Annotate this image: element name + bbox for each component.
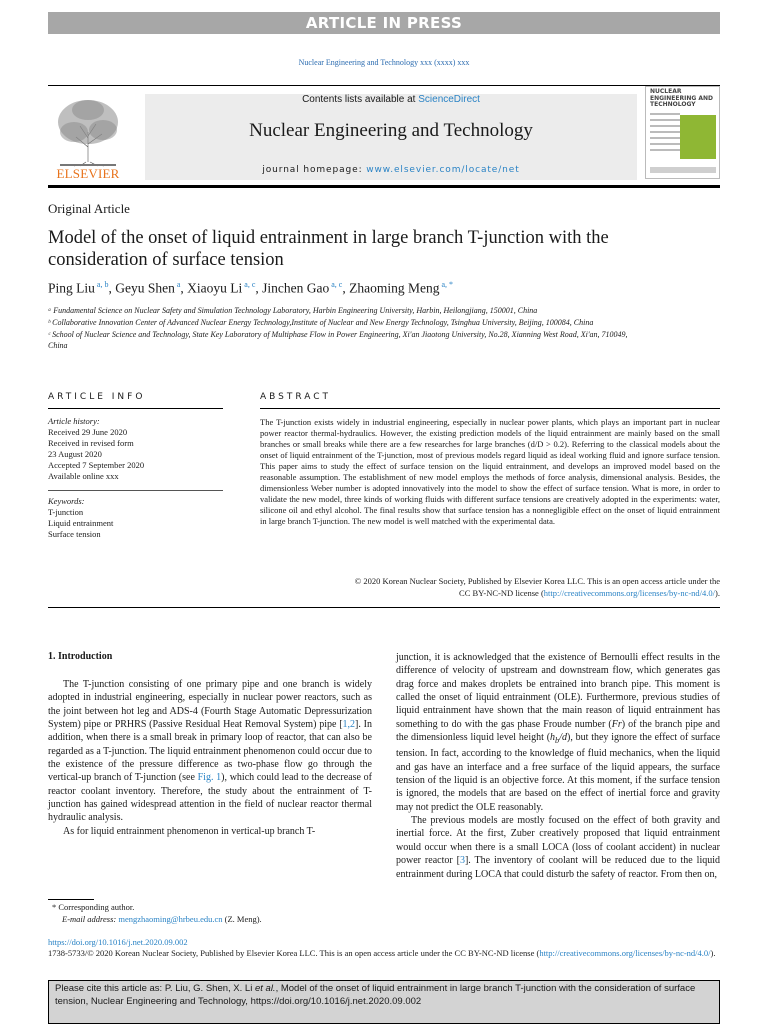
- abstract-heading: ABSTRACT: [260, 392, 332, 402]
- figure-link[interactable]: Fig. 1: [197, 772, 222, 784]
- text-span: ), but they ignore the effect of surface tension. In fact, according to the knowledge of fluid mechanics, when the liquid and gas have an interface and a free surface of the liquid appears, the surface tension of the liquid is an objective force. At this moment, if the surface tension is ignored, the models that are based on the effect of inertial force and gravity may not predict the OLE reasonably.: [396, 732, 721, 813]
- author-affiliation-marker[interactable]: a, c: [242, 280, 256, 289]
- copyright-license-line: [260, 588, 720, 600]
- issn-suffix: ).: [710, 948, 716, 958]
- height-subscript: b: [555, 736, 560, 746]
- keyword: T-junction: [48, 507, 84, 517]
- cover-title: NUCLEAR ENGINEERING AND TECHNOLOGY: [650, 88, 714, 108]
- citation-prefix: Please cite this article as: P. Liu, G. Shen, X. Li: [55, 983, 255, 994]
- email-link[interactable]: mengzhaoming@hrbeu.edu.cn: [118, 913, 223, 924]
- affiliations: [48, 305, 648, 352]
- footnote-label: Corresponding author.: [58, 902, 135, 912]
- text-span: The T-junction consisting of one primary pipe and one branch is widely adopted in industrial engineering, especially in nuclear power reactors, such as the joint between hot leg and ADS-4 (Fourth Stage Automatic Depressurization System) pipe or PRHRS (Passive Residual Heat Removal System) pipe [: [48, 679, 372, 731]
- author-name[interactable]: Geyu Shen: [115, 280, 175, 296]
- text-span: ) of the branch pipe and the dimensionless liquid level height (: [396, 718, 720, 744]
- citation-rest: , Model of the onset of liquid entrainment in large branch T-junction with the consideration of surface tension, Nuclear Engineering and Technology, https://doi.org/10.1016/j.net.2020.09.002: [55, 983, 696, 1007]
- paragraph: [396, 651, 720, 814]
- history-item: Received in revised form: [48, 438, 134, 448]
- text-span: ), which could lead to the decrease of reactor coolant inventory. Therefore, the study about the entrainment of T-junction has gained widespread attention in the field of nuclear reactor thermal hydraulic analysis.: [48, 772, 373, 824]
- cover-text-lines: [650, 113, 680, 155]
- issn-text: 1738-5733/© 2020 Korean Nuclear Society, Published by Elsevier Korea LLC. This is an open access article under the CC BY-NC-ND license (: [48, 948, 540, 958]
- keyword: Liquid entrainment: [48, 518, 114, 528]
- header-bottom-rule: [48, 185, 720, 188]
- contents-prefix: Contents lists available at: [302, 94, 419, 105]
- history-item: 23 August 2020: [48, 449, 102, 459]
- keyword: Surface tension: [48, 529, 101, 539]
- author-name[interactable]: Xiaoyu Li: [187, 280, 243, 296]
- history-item: Received 29 June 2020: [48, 427, 128, 437]
- introduction-heading: 1. Introduction: [48, 651, 113, 662]
- author-affiliation-marker[interactable]: a: [174, 280, 181, 289]
- author-affiliation-marker[interactable]: a, b: [94, 280, 109, 289]
- height-denominator: /d: [559, 732, 567, 744]
- paragraph: [396, 814, 720, 881]
- body-right-column: [396, 651, 720, 881]
- corresponding-author-note: [52, 902, 262, 914]
- license-link[interactable]: http://creativecommons.org/licenses/by-nc-nd/4.0/: [543, 587, 716, 598]
- paragraph: [48, 678, 372, 825]
- abstract-bottom-rule: [48, 607, 720, 608]
- height-h: h: [550, 732, 556, 744]
- email-suffix: (Z. Meng).: [222, 913, 262, 924]
- text-span: ]. The inventory of coolant will be reduced due to the liquid entrainment during LOCA that could disturb the safety of reactor. From then on,: [396, 855, 721, 880]
- history-label: Article history:: [48, 416, 100, 426]
- license-prefix: CC BY-NC-ND license (: [459, 587, 544, 598]
- article-title: Model of the onset of liquid entrainment in large branch T-junction with the consideration of surface tension: [48, 228, 609, 270]
- author-name[interactable]: Jinchen Gao: [262, 280, 330, 296]
- journal-cover-thumbnail[interactable]: [645, 86, 720, 179]
- author-name[interactable]: Ping Liu: [48, 280, 95, 296]
- journal-homepage: [145, 165, 637, 175]
- author-list: Ping Liu $^{a, b}$, Geyu Shen $^a$, Xiaoyu Li $^{a, c}$, Jinchen Gao $^{a, c}$, Zhaoming Meng $^{a, *}$: [48, 280, 454, 296]
- text-span: The previous models are mostly focused on the effect of both gravity and inertial force. At the first, Zuber creatively proposed that liquid entrainment would occur when there is a small LOCA (loss of coolant accident) in nuclear power reactor [: [396, 815, 720, 867]
- author-affiliation-marker[interactable]: a, c: [329, 280, 343, 289]
- elsevier-wordmark: ELSEVIER: [56, 166, 120, 181]
- copyright-line: © 2020 Korean Nuclear Society, Published by Elsevier Korea LLC. This is an open access article under the: [354, 576, 720, 586]
- author-affiliation-marker[interactable]: a, *: [439, 280, 454, 289]
- citation-link[interactable]: 3: [459, 855, 465, 867]
- citation-box: [48, 980, 720, 1024]
- footnote-marker: *: [52, 902, 57, 912]
- paragraph: As for liquid entrainment phenomenon in vertical-up branch T-: [63, 825, 316, 837]
- keywords-rule: [48, 490, 223, 491]
- header-top-rule: [48, 85, 720, 86]
- cover-green-panel: [680, 115, 716, 159]
- email-label: E-mail address:: [62, 913, 119, 924]
- abstract-rule: [260, 408, 720, 409]
- journal-title: Nuclear Engineering and Technology: [249, 120, 533, 141]
- cover-footer: [650, 167, 716, 173]
- footnote-rule: [48, 899, 94, 900]
- body-left-column: [48, 678, 372, 838]
- email-note: [52, 914, 262, 926]
- doi-link[interactable]: https://doi.org/10.1016/j.net.2020.09.002: [48, 937, 188, 947]
- homepage-prefix: journal homepage:: [262, 165, 367, 175]
- author-name[interactable]: Zhaoming Meng: [349, 280, 440, 296]
- info-rule: [48, 408, 223, 409]
- article-info-heading: ARTICLE INFO: [48, 392, 146, 402]
- abstract-text: The T-junction exists widely in industrial engineering, especially in nuclear power plants, which plays an important part in nuclear power reactor thermal-hydraulics. However, the existing prediction models of the liquid entrainment are mainly based on the small branches or small breaks while there are a few researches for large branches (d/D > 0.2). Referring to the classical models about the onset of liquid entrainment of the T-junction, most of previous models regard liquid as ideal working fluid and ignore surface tension. This paper aims to study the effect of surface tension on the liquid entrainment, and develops an improved model based on the reasonable assumption. The establishment of new model employs the methods of force analysis, dimensional analysis. Besides, the dimensionless Weber number is adopted innovatively into the model to show the effect of surface tension. What is more, in order to validate the new model, three kinds of working fluids with different surface tensions are creatively adopted in the experiments: water, silicone oil and ethyl alcohol. The final results show that surface tension has a nonnegligible effect on the onset of liquid entrainment in large branch T-junction. The new model is well matched with the experimental data.: [260, 417, 720, 526]
- citation-link[interactable]: 1,2: [342, 719, 356, 731]
- issn-line: [48, 948, 720, 960]
- froude-symbol: Fr: [611, 718, 622, 730]
- article-type: Original Article: [48, 201, 130, 216]
- history-item: Available online xxx: [48, 471, 119, 481]
- text-span: ]. In addition, when there is a small break in primary loop of reactor, that can also be regarded as a T-junction. The liquid entrainment phenomenon could occur due to the existence of the pressure difference as two-phase flow go through the vertical-up branch of T-junction (see: [48, 719, 372, 784]
- issn-license-link[interactable]: http://creativecommons.org/licenses/by-nc-nd/4.0/: [539, 948, 711, 958]
- license-suffix: ).: [715, 587, 720, 598]
- keywords: [48, 496, 223, 540]
- keywords-label: Keywords:: [48, 496, 85, 506]
- affiliation-a: ᵃ Fundamental Science on Nuclear Safety and Simulation Technology Laboratory, Harbin Engineering University, Harbin, Heilongjiang, 150001, China: [48, 306, 538, 315]
- sciencedirect-link[interactable]: ScienceDirect: [418, 94, 480, 105]
- contents-line: [145, 94, 637, 105]
- height-symbol: [550, 732, 567, 746]
- journal-reference[interactable]: Nuclear Engineering and Technology xxx (xxxx) xxx: [298, 58, 470, 67]
- homepage-link[interactable]: www.elsevier.com/locate/net: [366, 165, 520, 175]
- article-history: [48, 416, 223, 482]
- history-item: Accepted 7 September 2020: [48, 460, 145, 470]
- affiliation-b: ᵇ Collaborative Innovation Center of Advanced Nuclear Energy Technology,Institute of Nuclear and New Energy Technology, Tsinghua University, Beijing, 100084, China: [48, 318, 594, 327]
- affiliation-c: ᶜ School of Nuclear Science and Technology, State Key Laboratory of Multiphase Flow in Power Engineering, Xi'an Jiaotong University, No.28, Xianning West Road, Xi'an, 710049, China: [48, 330, 628, 350]
- article-in-press-banner: ARTICLE IN PRESS: [48, 12, 720, 34]
- citation-etal: et al.: [254, 983, 276, 994]
- footnote: [52, 902, 262, 925]
- abstract-copyright: [260, 576, 720, 599]
- text-span: junction, it is acknowledged that the existence of Bernoulli effect results in the difference of velocity of upstream and downstream flow, which generates gas drag force and makes droplets be entrained into branch pipe. This moment is called the onset of liquid entrainment (OLE). Furthermore, previous studies of liquid entrainment have shown that the main reason of liquid entrainment has something to do with the gas phase Froude number (: [396, 652, 720, 730]
